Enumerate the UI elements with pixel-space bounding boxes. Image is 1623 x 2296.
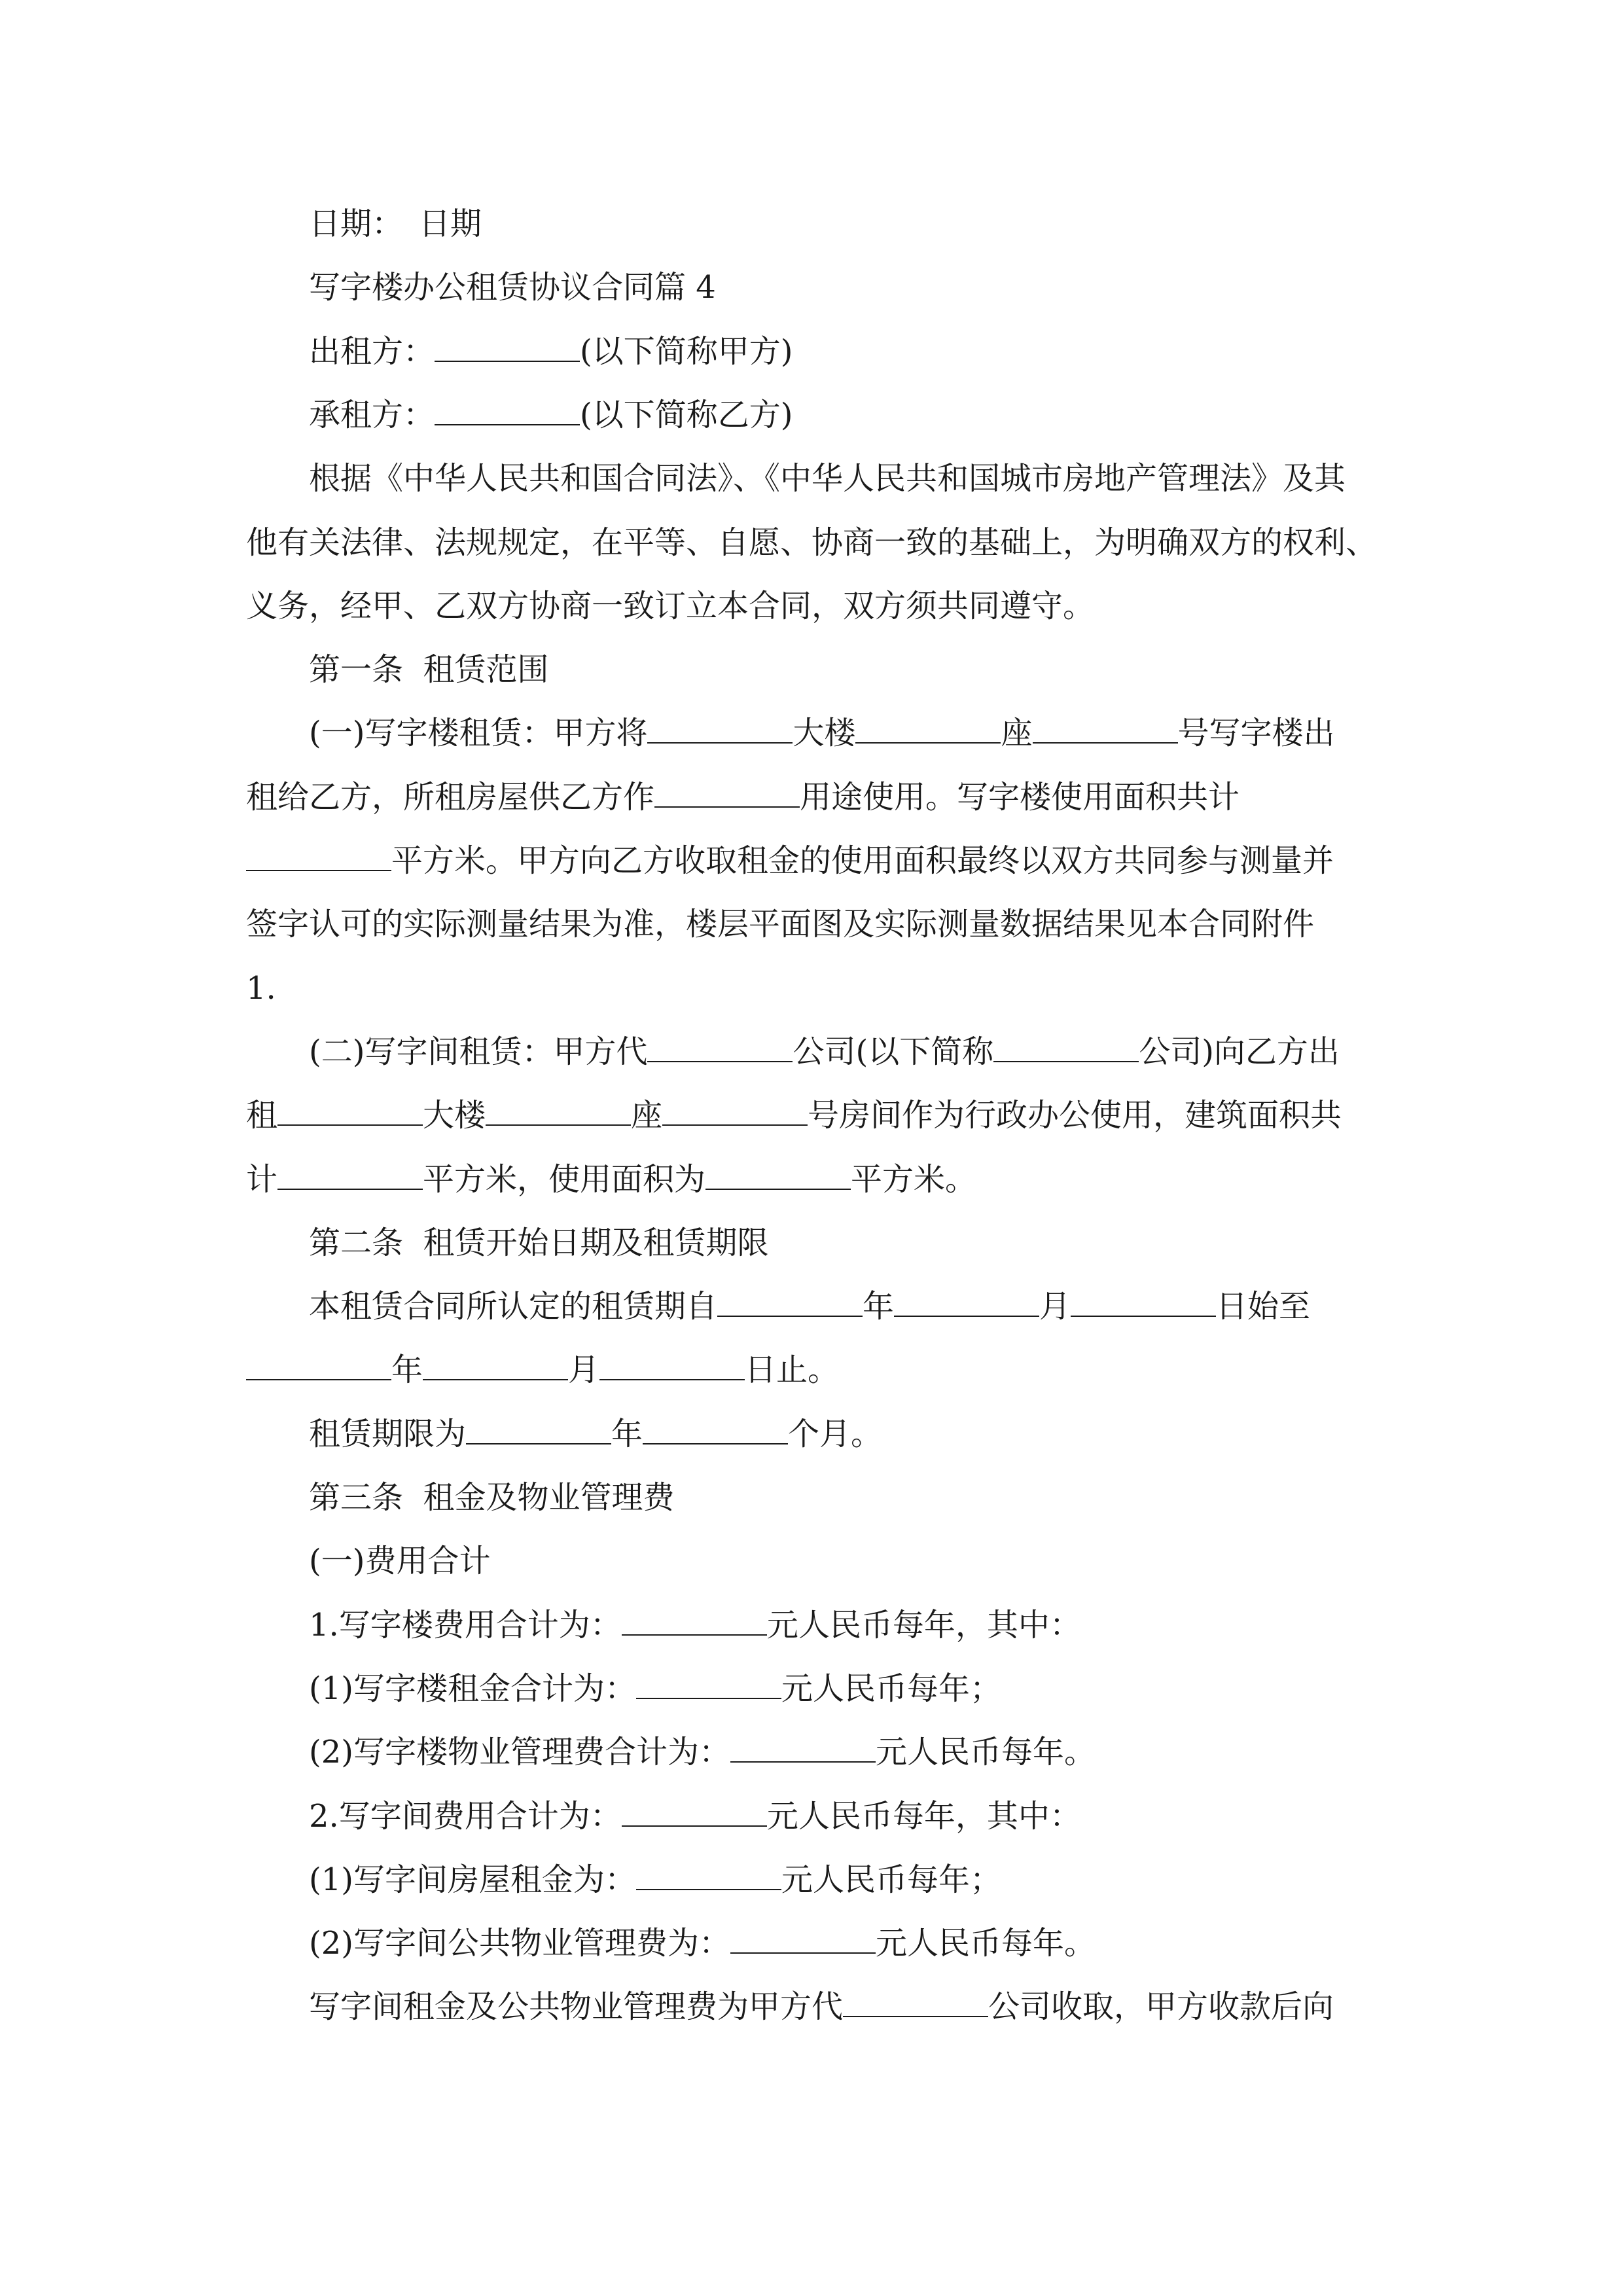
fill-in-blank[interactable]: [717, 1289, 863, 1317]
fill-in-blank[interactable]: [643, 1417, 788, 1444]
document-line: [246, 523, 1377, 562]
line-text: (一)费用合计: [309, 1543, 491, 1579]
line-text: 租给乙方，所租房屋供乙方作: [246, 779, 655, 816]
document-line: [309, 1987, 1334, 2026]
document-line: [309, 395, 793, 435]
document-line: [309, 713, 1335, 753]
document-line: [309, 459, 1346, 498]
fill-in-blank[interactable]: [277, 1098, 423, 1126]
line-text: 元人民币每年。: [876, 1734, 1096, 1770]
document-line: [309, 1924, 1096, 1963]
fill-in-blank[interactable]: [636, 1863, 781, 1890]
document-line: [309, 1860, 1001, 1899]
fill-in-blank[interactable]: [486, 1098, 631, 1126]
line-text: 租: [246, 1097, 278, 1134]
fill-in-blank[interactable]: [435, 334, 580, 362]
line-text: 用途使用。写字楼使用面积共计: [800, 779, 1240, 816]
document-line: [309, 1605, 1081, 1645]
fill-in-blank[interactable]: [647, 1035, 793, 1062]
document-line: [309, 1478, 675, 1517]
document-line: [309, 1414, 882, 1454]
document-line: [309, 1541, 490, 1581]
line-text: 大楼: [423, 1097, 486, 1134]
line-text: 出租方：: [309, 333, 435, 370]
line-text: 年: [611, 1416, 643, 1452]
line-text: 签字认可的实际测量结果为准，楼层平面图及实际测量数据结果见本合同附件: [246, 906, 1315, 942]
document-line: [246, 586, 1094, 626]
line-text: 公司(以下简称: [793, 1033, 994, 1070]
line-text: (1)写字间房屋租金为：: [309, 1861, 636, 1898]
document-line: [309, 1032, 1340, 1071]
line-text: 根据《中华人民共和国合同法》、《中华人民共和国城市房地产管理法》及其: [309, 460, 1346, 497]
line-text: 平方米。: [851, 1161, 977, 1198]
fill-in-blank[interactable]: [843, 1990, 988, 2017]
line-text: 座: [631, 1097, 663, 1134]
line-text: 平方米，使用面积为: [423, 1161, 706, 1198]
fill-in-blank[interactable]: [993, 1035, 1139, 1062]
line-text: 第一条 租赁范围: [309, 651, 549, 688]
document-line: [309, 268, 716, 307]
line-text: 日始至: [1216, 1288, 1311, 1325]
document-line: [246, 778, 1240, 817]
line-text: 计: [246, 1161, 278, 1198]
document-line: [309, 332, 793, 371]
line-text: (以下简称乙方): [580, 397, 793, 433]
line-text: 元人民币每年。: [876, 1925, 1096, 1962]
line-text: (一)写字楼租赁：甲方将: [309, 715, 648, 751]
line-text: 平方米。甲方向乙方收取租金的使用面积最终以双方共同参与测量并: [391, 842, 1334, 879]
line-text: 座: [1001, 715, 1033, 751]
document-line: [309, 1732, 1096, 1772]
document-line: [246, 841, 1334, 880]
line-text: 元人民币每年，其中：: [766, 1607, 1081, 1643]
fill-in-blank[interactable]: [246, 844, 391, 871]
fill-in-blank[interactable]: [730, 1735, 876, 1763]
document-line: [309, 1797, 1081, 1836]
fill-in-blank[interactable]: [636, 1672, 781, 1699]
line-text: (以下简称甲方): [580, 333, 793, 370]
line-text: 第三条 租金及物业管理费: [309, 1479, 675, 1516]
line-text: 写字间租金及公共物业管理费为甲方代: [309, 1988, 844, 2025]
line-text: 日止。: [745, 1352, 840, 1388]
line-text: 个月。: [788, 1416, 883, 1452]
line-text: 1.: [246, 970, 276, 1007]
fill-in-blank[interactable]: [662, 1098, 808, 1126]
line-text: (2)写字楼物业管理费合计为：: [309, 1734, 730, 1770]
document-line: [309, 204, 482, 243]
fill-in-blank[interactable]: [622, 1608, 767, 1636]
line-text: 写字楼办公租赁协议合同篇 4: [309, 269, 716, 306]
line-text: 元人民币每年；: [781, 1861, 1002, 1898]
document-line: [246, 1096, 1342, 1135]
document-line: [246, 969, 276, 1008]
line-text: 日期： 日期: [309, 206, 482, 242]
line-text: 公司)向乙方出: [1139, 1033, 1340, 1070]
line-text: 他有关法律、法规规定，在平等、自愿、协商一致的基础上，为明确双方的权利、: [246, 524, 1378, 561]
line-text: 租赁期限为: [309, 1416, 467, 1452]
line-text: 大楼: [793, 715, 856, 751]
line-text: (1)写字楼租金合计为：: [309, 1670, 636, 1707]
line-text: 公司收取，甲方收款后向: [988, 1988, 1334, 2025]
line-text: 义务，经甲、乙双方协商一致订立本合同，双方须共同遵守。: [246, 588, 1095, 624]
document-line: [309, 1287, 1310, 1326]
fill-in-blank[interactable]: [894, 1289, 1039, 1317]
line-text: (二)写字间租赁：甲方代: [309, 1033, 648, 1070]
fill-in-blank[interactable]: [246, 1353, 391, 1380]
line-text: (2)写字间公共物业管理费为：: [309, 1925, 730, 1962]
line-text: 元人民币每年，其中：: [766, 1798, 1081, 1835]
line-text: 元人民币每年；: [781, 1670, 1002, 1707]
line-text: 承租方：: [309, 397, 435, 433]
fill-in-blank[interactable]: [654, 780, 800, 808]
line-text: 1.写字楼费用合计为：: [309, 1607, 622, 1643]
document-line: [309, 1669, 1001, 1708]
line-text: 月: [1039, 1288, 1071, 1325]
fill-in-blank[interactable]: [622, 1799, 767, 1827]
line-text: 第二条 租赁开始日期及租赁期限: [309, 1225, 769, 1261]
fill-in-blank[interactable]: [730, 1926, 876, 1954]
fill-in-blank[interactable]: [855, 716, 1001, 744]
fill-in-blank[interactable]: [1071, 1289, 1216, 1317]
fill-in-blank[interactable]: [1033, 716, 1178, 744]
fill-in-blank[interactable]: [599, 1353, 745, 1380]
fill-in-blank[interactable]: [705, 1162, 851, 1190]
document-line: [246, 1350, 839, 1390]
fill-in-blank[interactable]: [647, 716, 793, 744]
document-line: [246, 905, 1314, 944]
fill-in-blank[interactable]: [466, 1417, 611, 1444]
line-text: 年: [391, 1352, 423, 1388]
fill-in-blank[interactable]: [277, 1162, 423, 1190]
line-text: 月: [568, 1352, 600, 1388]
fill-in-blank[interactable]: [423, 1353, 568, 1380]
line-text: 号写字楼出: [1177, 715, 1335, 751]
line-text: 本租赁合同所认定的租赁期自: [309, 1288, 718, 1325]
document-line: [309, 1223, 769, 1263]
fill-in-blank[interactable]: [435, 398, 580, 425]
document-line: [246, 1160, 976, 1199]
line-text: 年: [863, 1288, 895, 1325]
line-text: 2.写字间费用合计为：: [309, 1798, 622, 1835]
line-text: 号房间作为行政办公使用，建筑面积共: [808, 1097, 1342, 1134]
document-line: [309, 650, 549, 689]
